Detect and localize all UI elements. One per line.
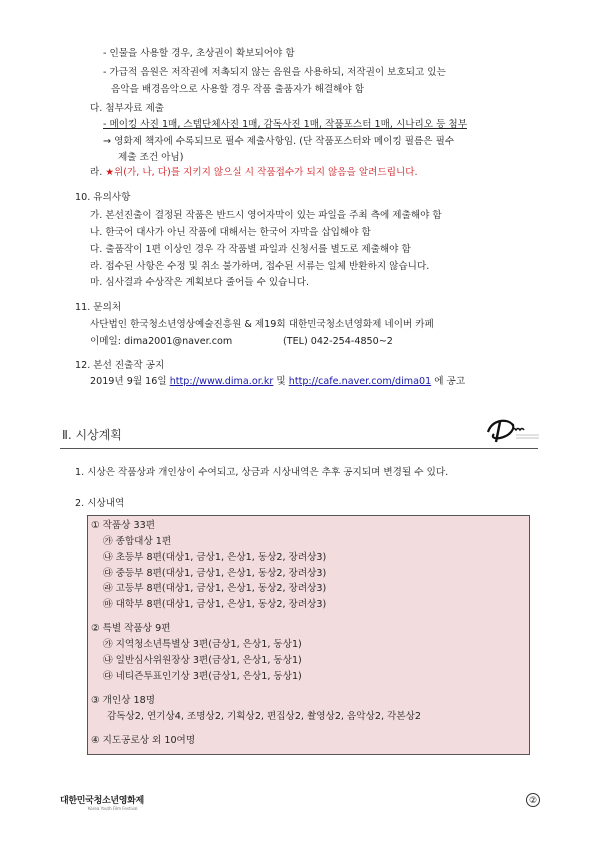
announce-date: 2019년 9월 16일 [90, 376, 167, 387]
footer-logo [60, 793, 144, 811]
award-item: ㉲ 대학부 8편(대상1, 금상1, 은상1, 동상2, 장려상3) [103, 599, 327, 610]
section-heading: 11. 문의처 [75, 302, 122, 313]
section-title: Ⅱ. 시상계획 [62, 428, 122, 442]
section-divider [60, 448, 538, 449]
contact-email: 이메일: dima2001@naver.com [90, 336, 233, 347]
award-item: ㉯ 초등부 8편(대상1, 금상1, 은상1, 동상2, 장려상3) [103, 552, 327, 563]
text-line: - 인물을 사용할 경우, 초상권이 확보되어야 함 [103, 48, 295, 59]
award-item: ㉰ 중등부 8편(대상1, 금상1, 은상1, 동상2, 장려상3) [103, 568, 327, 579]
text-line: - 메이킹 사진 1매, 스텝단체사진 1매, 감독사진 1매, 작품포스터 1매, 시나리오 등 첨부 [103, 119, 467, 130]
list-item: 라. 접수된 사항은 수정 및 취소 불가하며, 접수된 서류는 일체 반환하지 않습니다. [90, 261, 430, 272]
text-line: - 가급적 음원은 저작권에 저촉되지 않는 음원을 사용하되, 저작권이 보호되고 있는 [103, 67, 446, 78]
contact-tel: (TEL) 042-254-4850~2 [283, 336, 393, 347]
award-item: ㉮ 지역청소년특별상 3편(금상1, 은상1, 동상1) [103, 639, 302, 650]
footer-logo-kr: 대한민국청소년영화제 [60, 796, 144, 806]
cafe-link[interactable]: http://cafe.naver.com/dima01 [288, 376, 432, 387]
text-line: → 영화제 책자에 수록되므로 필수 제출사항임. (단 작품포스터와 메이킹 필름은 필수 [103, 136, 455, 147]
award-category: ④ 지도공로상 외 10여명 [91, 735, 196, 746]
text-line: 다. 첨부자료 제출 [90, 103, 165, 114]
warning-text: ★위(가, 나, 다)를 지키지 않으실 시 작품접수가 되지 않음을 알려드립니다. [105, 167, 418, 178]
warning-line [90, 166, 418, 179]
list-item: 가. 본선진출이 결정된 작품은 반드시 영어자막이 있는 파일을 주최 측에 제출해야 함 [90, 210, 442, 221]
page-number: ② [526, 793, 540, 807]
dima-link[interactable]: http://www.dima.or.kr [169, 376, 274, 387]
and-text: 및 [276, 376, 286, 387]
list-prefix: 라. [90, 167, 106, 178]
list-item: 다. 출품작이 1편 이상인 경우 각 작품별 파일과 신청서를 별도로 제출해야 함 [90, 244, 411, 255]
contact-org: 사단법인 한국청소년영상예술진흥원 & 제19회 대한민국청소년영화제 네이버 카페 [90, 319, 434, 330]
award-item: ㉯ 일반심사위원장상 3편(금상1, 은상1, 동상1) [103, 655, 302, 666]
footer-logo-en: Korea Youth Film Festival [88, 806, 138, 811]
award-item: ㉮ 종합대상 1편 [103, 536, 172, 547]
dima-logo [482, 416, 540, 444]
award-item: ㉰ 네티즌투표인기상 3편(금상1, 은상1, 동상1) [103, 671, 302, 682]
announce-line [90, 375, 465, 388]
list-item: 마. 심사결과 수상작은 계획보다 줄어들 수 있습니다. [90, 277, 310, 288]
text-line: 음악을 배경음악으로 사용할 경우 작품 출품자가 해결해야 함 [111, 84, 365, 95]
award-category: ① 작품상 33편 [91, 520, 155, 531]
text-line: 제출 조건 아님) [118, 152, 184, 163]
announce-suffix: 에 공고 [434, 376, 466, 387]
paragraph: 1. 시상은 작품상과 개인상이 수여되고, 상금과 시상내역은 추후 공지되며 변경될 수 있다. [75, 467, 449, 478]
section-heading: 10. 유의사항 [75, 192, 131, 203]
award-item: 감독상2, 연기상4, 조명상2, 기획상2, 편집상2, 촬영상2, 음악상2, 각본상2 [107, 711, 421, 722]
award-category: ③ 개인상 18명 [91, 695, 155, 706]
section-heading: 12. 본선 진출작 공지 [75, 360, 165, 371]
list-item: 나. 한국어 대사가 아닌 작품에 대해서는 한국어 자막을 삽입해야 함 [90, 227, 371, 238]
paragraph: 2. 시상내역 [75, 498, 125, 509]
award-category: ② 특별 작품상 9편 [91, 623, 171, 634]
award-item: ㉱ 고등부 8편(대상1, 금상1, 은상1, 동상2, 장려상3) [103, 583, 327, 594]
